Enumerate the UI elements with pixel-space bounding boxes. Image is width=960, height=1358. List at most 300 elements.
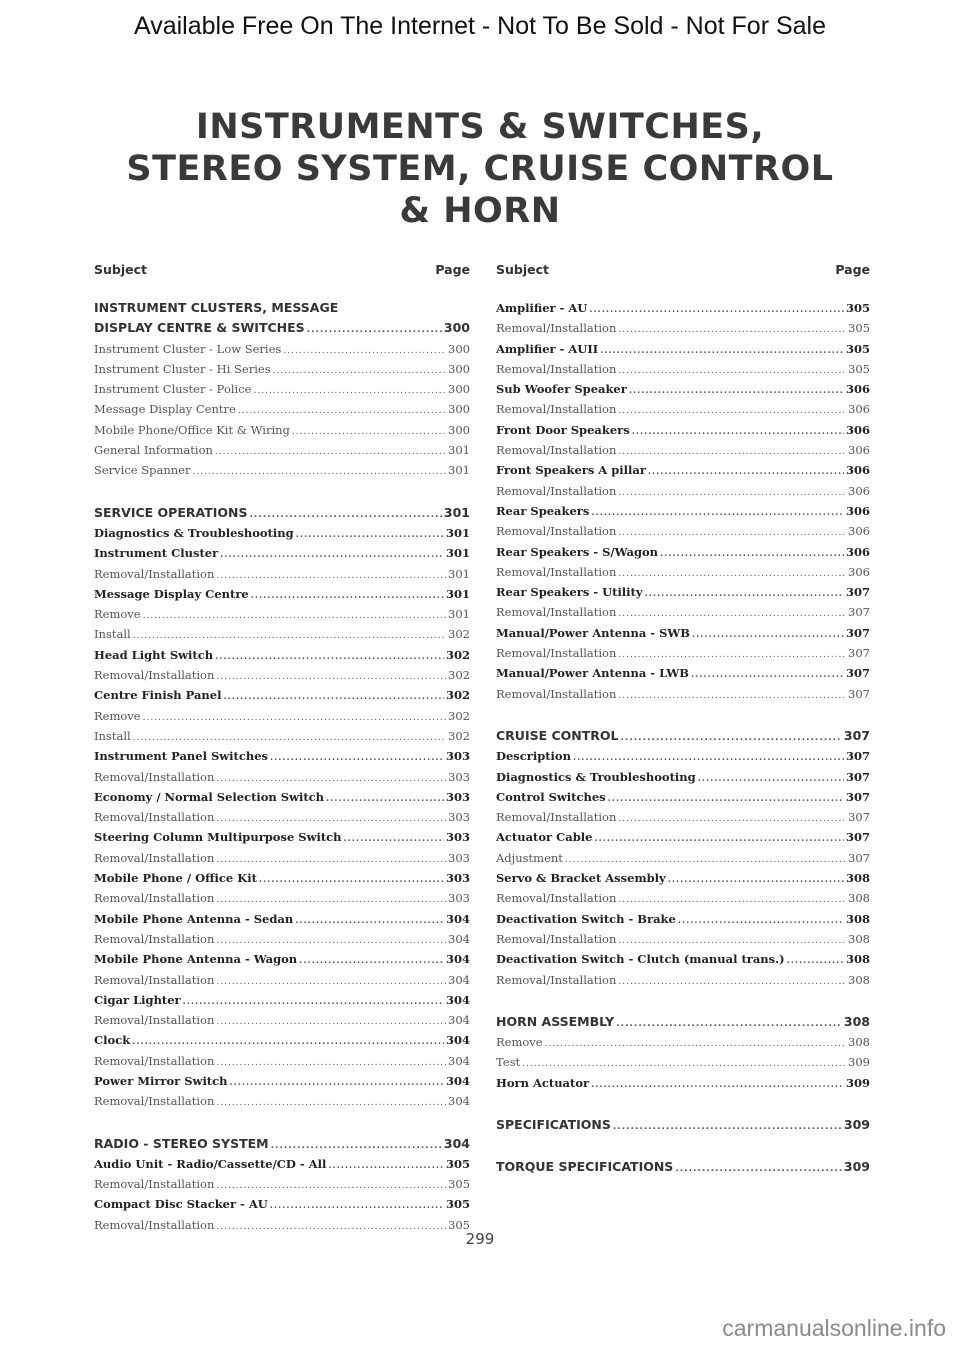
toc-entry [496, 1073, 870, 1093]
leader-dots [216, 1053, 446, 1073]
toc-entry [496, 787, 870, 807]
leader-dots [787, 951, 844, 971]
subject-header: Subject [94, 262, 147, 277]
toc-entry [94, 1091, 470, 1111]
toc-entry-label: Removal/Installation [94, 891, 215, 906]
section-items [94, 523, 470, 1112]
toc-entry [94, 767, 470, 787]
section-heading [496, 1115, 870, 1135]
toc-entry-page: 304 [445, 1073, 470, 1088]
toc-entry [94, 523, 470, 543]
toc-entry-page: 309 [845, 1075, 870, 1090]
toc-entry-label: Test [496, 1055, 521, 1070]
toc-entry-page: 301 [448, 463, 470, 478]
leader-dots [565, 850, 846, 870]
column-header [496, 262, 870, 284]
toc-entry-page: 306 [845, 503, 870, 518]
leader-dots [600, 341, 844, 361]
leader-dots [215, 647, 444, 667]
leader-dots [573, 748, 844, 768]
toc-entry [94, 807, 470, 827]
toc-entry-label: Manual/Power Antenna - SWB [496, 625, 691, 640]
section-title: DISPLAY CENTRE & SWITCHES [94, 320, 305, 336]
leader-dots [618, 972, 846, 992]
toc-entry [94, 440, 470, 460]
toc-entry-label: Removal/Installation [496, 931, 617, 946]
toc-entry [496, 318, 870, 338]
leader-dots [216, 1012, 446, 1032]
toc-entry-label: Removal/Installation [94, 769, 215, 784]
leader-dots [618, 931, 846, 951]
toc-entry [94, 460, 470, 480]
toc-entry-label: Adjustment [496, 850, 563, 865]
toc-entry-label: Compact Disc Stacker - AU [94, 1197, 268, 1212]
toc-entry [94, 909, 470, 929]
title-line: INSTRUMENTS & SWITCHES, [195, 107, 765, 147]
leader-dots [660, 544, 844, 564]
toc-entry-page: 307 [848, 646, 870, 661]
leader-dots [216, 1093, 446, 1113]
toc-entry-label: Removal/Installation [496, 402, 617, 417]
toc-entry-page: 305 [848, 321, 870, 336]
toc-entry-page: 303 [448, 810, 470, 825]
toc-entry [94, 787, 470, 807]
leader-dots [328, 1156, 444, 1176]
leader-dots [618, 401, 846, 421]
toc-entry [94, 564, 470, 584]
toc-entry-page: 301 [445, 546, 470, 561]
toc-entry-label: Removal/Installation [496, 891, 617, 906]
toc-entry-page: 300 [448, 382, 470, 397]
toc-entry-page: 302 [448, 708, 470, 723]
toc-entry-label: Manual/Power Antenna - LWB [496, 666, 690, 681]
toc-entry-page: 304 [445, 911, 470, 926]
section-title-line: INSTRUMENT CLUSTERS, MESSAGE [94, 300, 339, 315]
leader-dots [618, 890, 846, 910]
toc-entry [94, 1010, 470, 1030]
toc-entry-label: Amplifier - AU [496, 301, 588, 315]
toc-entry-label: Removal/Installation [94, 1177, 215, 1192]
toc-entry-label: Front Door Speakers [496, 422, 630, 437]
section-heading [496, 1012, 870, 1032]
toc-entry-label: Remove [94, 708, 141, 723]
toc-entry-label: Removal/Installation [496, 564, 617, 579]
toc-entry [496, 684, 870, 704]
leader-dots [621, 728, 842, 748]
toc-entry-page: 306 [845, 382, 870, 397]
toc-entry [94, 379, 470, 399]
toc-entry-label: Diagnostics & Troubleshooting [94, 525, 294, 540]
toc-entry-label: Removal/Installation [94, 850, 215, 865]
toc-entry-page: 302 [445, 647, 470, 662]
toc-entry [496, 623, 870, 643]
section-items [496, 298, 870, 704]
leader-dots [283, 341, 446, 361]
toc-entry-label: Removal/Installation [94, 972, 215, 987]
toc-entry [496, 582, 870, 602]
toc-entry-page: 304 [448, 1094, 470, 1109]
section-title: SPECIFICATIONS [496, 1116, 611, 1132]
toc-entry-page: 301 [448, 566, 470, 581]
toc-entry [94, 543, 470, 563]
toc-entry-label: Removal/Installation [496, 972, 617, 987]
toc-entry-page: 304 [445, 992, 470, 1007]
toc-entry-page: 308 [848, 891, 870, 906]
toc-entry-page: 300 [448, 402, 470, 417]
toc-entry-page: 305 [445, 1156, 470, 1171]
toc-entry-label: Steering Column Multipurpose Switch [94, 830, 342, 845]
leader-dots [183, 992, 444, 1012]
section-page: 308 [843, 1013, 870, 1029]
toc-entry-label: Removal/Installation [94, 1094, 215, 1109]
toc-entry [496, 602, 870, 622]
toc-entry-label: Removal/Installation [496, 646, 617, 661]
toc-entry [496, 562, 870, 582]
leader-dots [270, 748, 444, 768]
leader-dots [648, 462, 844, 482]
toc-entry [94, 848, 470, 868]
toc-entry-page: 308 [848, 931, 870, 946]
leader-dots [618, 442, 846, 462]
toc-entry [94, 584, 470, 604]
toc-entry-page: 303 [448, 850, 470, 865]
leader-dots [613, 1117, 842, 1137]
toc-entry-label: Diagnostics & Troubleshooting [496, 769, 696, 784]
toc-entry-label: Removal/Installation [496, 686, 617, 701]
toc-entry [94, 1030, 470, 1050]
section-title: HORN ASSEMBLY [496, 1013, 615, 1029]
toc-entry [94, 665, 470, 685]
leader-dots [295, 911, 444, 931]
toc-entry [496, 481, 870, 501]
toc-entry-label: Economy / Normal Selection Switch [94, 789, 325, 804]
section-items [94, 339, 470, 481]
leader-dots [230, 1073, 444, 1093]
toc-entry [94, 1051, 470, 1071]
toc-entry [94, 746, 470, 766]
toc-entry-label: Control Switches [496, 789, 606, 804]
page-header: Page [435, 262, 470, 277]
leader-dots [292, 422, 446, 442]
toc-entry [496, 643, 870, 663]
leader-dots [678, 911, 844, 931]
toc-entry-page: 306 [848, 402, 870, 417]
toc-entry [94, 929, 470, 949]
toc-entry [94, 624, 470, 644]
leader-dots [259, 870, 444, 890]
section-page: 309 [843, 1116, 870, 1132]
section-title: RADIO - STEREO SYSTEM [94, 1135, 269, 1151]
toc-entry-page: 306 [848, 483, 870, 498]
toc-entry-page: 308 [848, 972, 870, 987]
toc-entry-label: Front Speakers A pillar [496, 463, 646, 478]
toc-entry [496, 359, 870, 379]
section-heading [94, 318, 470, 338]
toc-entry [496, 807, 870, 827]
toc-entry-page: 308 [845, 911, 870, 926]
leader-dots [132, 1032, 444, 1052]
leader-dots [618, 523, 846, 543]
toc-entry-page: 306 [848, 564, 870, 579]
toc-entry-label: Power Mirror Switch [94, 1073, 228, 1088]
toc-entry-label: Remove [496, 1035, 543, 1050]
toc-entry [94, 685, 470, 705]
leader-dots [220, 545, 444, 565]
toc-entry [94, 949, 470, 969]
toc-entry-page: 307 [845, 749, 870, 764]
leader-dots [618, 483, 846, 503]
page-header: Page [835, 262, 870, 277]
leader-dots [618, 686, 846, 706]
toc-entry [94, 339, 470, 359]
toc-entry-label: Removal/Installation [496, 361, 617, 376]
section-heading [94, 1134, 470, 1154]
toc-entry-label: Deactivation Switch - Clutch (manual trans.) [496, 952, 785, 967]
section-page: 300 [443, 320, 470, 336]
toc-entry [94, 706, 470, 726]
toc-entry-label: Rear Speakers [496, 503, 590, 518]
section-heading [496, 1157, 870, 1177]
toc-entry-page: 302 [448, 668, 470, 683]
section-title: TORQUE SPECIFICATIONS [496, 1159, 674, 1175]
leader-dots [344, 829, 444, 849]
toc-entry [496, 949, 870, 969]
leader-dots [299, 951, 444, 971]
leader-dots [589, 300, 844, 320]
toc-entry-page: 305 [448, 1217, 470, 1232]
toc-entry [496, 460, 870, 480]
toc-entry-page: 301 [448, 443, 470, 458]
toc-entry-page: 306 [848, 524, 870, 539]
toc-entry-page: 307 [848, 686, 870, 701]
toc-column-right [496, 262, 870, 1178]
toc-column-left [94, 262, 470, 1235]
toc-entry [496, 929, 870, 949]
toc-entry-label: Description [496, 749, 571, 764]
toc-entry-page: 300 [448, 341, 470, 356]
leader-dots [216, 1176, 446, 1196]
toc-entry-label: Message Display Centre [94, 402, 236, 417]
leader-dots [215, 442, 446, 462]
leader-dots [249, 505, 441, 525]
toc-entry-label: Removal/Installation [496, 524, 617, 539]
leader-dots [522, 1054, 846, 1074]
toc-entry-label: Removal/Installation [496, 443, 617, 458]
toc-entry-page: 300 [448, 361, 470, 376]
toc-entry [94, 888, 470, 908]
toc-entry-page: 308 [845, 952, 870, 967]
toc-entry-label: Instrument Panel Switches [94, 749, 268, 764]
toc-entry-page: 307 [848, 810, 870, 825]
leader-dots [675, 1159, 842, 1179]
toc-entry-label: Install [94, 728, 131, 743]
toc-entry-page: 303 [448, 891, 470, 906]
leader-dots [192, 462, 446, 482]
section-page: 309 [843, 1159, 870, 1175]
section-items [94, 1154, 470, 1235]
leader-dots [618, 809, 846, 829]
toc-entry-label: Mobile Phone Antenna - Wagon [94, 952, 298, 967]
toc-entry [94, 399, 470, 419]
toc-entry-label: Instrument Cluster [94, 546, 219, 561]
toc-entry-page: 301 [445, 586, 470, 601]
toc-entry-label: Instrument Cluster - Police [94, 382, 252, 397]
toc-entry [94, 1154, 470, 1174]
toc-entry-label: Mobile Phone/Office Kit & Wiring [94, 422, 290, 437]
toc-entry-label: General Information [94, 443, 213, 458]
toc-entry [496, 767, 870, 787]
leader-dots [608, 789, 844, 809]
toc-entry [496, 440, 870, 460]
toc-entry-label: Mobile Phone Antenna - Sedan [94, 911, 294, 926]
leader-dots [591, 503, 844, 523]
toc-entry-page: 303 [448, 769, 470, 784]
section-heading [496, 726, 870, 746]
leader-dots [618, 320, 846, 340]
leader-dots [238, 401, 446, 421]
leader-dots [273, 361, 446, 381]
toc-entry-label: Removal/Installation [94, 1053, 215, 1068]
leader-dots [143, 606, 446, 626]
toc-entry-page: 306 [845, 463, 870, 478]
toc-entry-page: 302 [445, 688, 470, 703]
leader-dots [632, 422, 844, 442]
toc-entry-label: Removal/Installation [94, 566, 215, 581]
toc-entry-page: 305 [845, 301, 870, 315]
toc-entry-label: Removal/Installation [94, 931, 215, 946]
toc-entry-page: 301 [448, 607, 470, 622]
leader-dots [216, 972, 446, 992]
toc-entry-label: Instrument Cluster - Hi Series [94, 361, 271, 376]
toc-entry-page: 307 [845, 625, 870, 640]
toc-entry [94, 970, 470, 990]
toc-entry-page: 302 [448, 728, 470, 743]
toc-entry [496, 827, 870, 847]
leader-dots [216, 809, 446, 829]
title-line: & HORN [399, 191, 561, 231]
leader-dots [616, 1014, 842, 1034]
toc-entry-label: Rear Speakers - Utility [496, 585, 643, 600]
toc-entry-label: Removal/Installation [496, 810, 617, 825]
toc-entry-label: Service Spanner [94, 463, 191, 478]
section-page: 301 [443, 504, 470, 520]
toc-entry [496, 542, 870, 562]
toc-entry-label: Instrument Cluster - Low Series [94, 341, 282, 356]
toc-entry-page: 307 [845, 830, 870, 845]
leader-dots [698, 769, 844, 789]
toc-entry [496, 339, 870, 359]
toc-entry-page: 302 [448, 627, 470, 642]
toc-entry [496, 298, 870, 318]
leader-dots [645, 584, 844, 604]
toc-entry-page: 308 [848, 1035, 870, 1050]
leader-dots [618, 604, 846, 624]
toc-entry-label: Deactivation Switch - Brake [496, 911, 676, 926]
toc-entry-page: 309 [848, 1055, 870, 1070]
toc-entry-page: 305 [445, 1197, 470, 1212]
toc-entry-label: Horn Actuator [496, 1075, 590, 1090]
toc-entry [496, 1032, 870, 1052]
leader-dots [253, 381, 446, 401]
toc-entry-page: 307 [845, 585, 870, 600]
toc-entry-label: Install [94, 627, 131, 642]
section-items [496, 1032, 870, 1093]
toc-entry [94, 420, 470, 440]
toc-entry-page: 305 [848, 361, 870, 376]
toc-entry [94, 726, 470, 746]
toc-entry-label: Head Light Switch [94, 647, 214, 662]
toc-entry-page: 304 [448, 1053, 470, 1068]
toc-entry-page: 304 [445, 952, 470, 967]
toc-entry [94, 990, 470, 1010]
toc-entry-label: Removal/Installation [496, 483, 617, 498]
column-header [94, 262, 470, 284]
section-title: CRUISE CONTROL [496, 727, 619, 743]
toc-entry [496, 970, 870, 990]
toc-entry [496, 868, 870, 888]
leader-dots [296, 525, 444, 545]
site-watermark: carmanualsonline.info [722, 1315, 946, 1341]
subject-header: Subject [496, 262, 549, 277]
leader-dots [692, 625, 844, 645]
leader-dots [216, 931, 446, 951]
toc-entry-page: 307 [845, 789, 870, 804]
toc-entry [94, 1071, 470, 1091]
leader-dots [545, 1034, 846, 1054]
toc-entry-page: 303 [445, 789, 470, 804]
toc-entry [496, 1052, 870, 1072]
leader-dots [591, 1075, 844, 1095]
title-line: STEREO SYSTEM, CRUISE CONTROL [126, 149, 834, 189]
toc-entry [94, 827, 470, 847]
toc-entry [94, 359, 470, 379]
section-page: 304 [443, 1135, 470, 1151]
leader-dots [618, 361, 846, 381]
toc-entry-page: 305 [448, 1177, 470, 1192]
toc-entry-label: Removal/Installation [94, 668, 215, 683]
toc-entry-page: 300 [448, 422, 470, 437]
leader-dots [223, 687, 444, 707]
toc-entry [94, 868, 470, 888]
toc-entry-page: 304 [445, 1033, 470, 1048]
page-number: 299 [465, 1230, 495, 1248]
toc-entry [94, 1174, 470, 1194]
toc-entry-label: Centre Finish Panel [94, 688, 222, 703]
toc-entry-page: 306 [845, 422, 870, 437]
toc-entry [496, 521, 870, 541]
leader-dots [307, 320, 442, 340]
toc-entry-label: Removal/Installation [94, 1013, 215, 1028]
toc-entry-page: 308 [845, 871, 870, 886]
toc-entry-page: 306 [848, 443, 870, 458]
toc-entry-page: 306 [845, 544, 870, 559]
leader-dots [133, 728, 446, 748]
leader-dots [618, 645, 846, 665]
toc-entry-label: Removal/Installation [496, 321, 617, 336]
toc-entry-label: Sub Woofer Speaker [496, 382, 627, 397]
toc-entry-page: 307 [845, 769, 870, 784]
toc-entry-page: 307 [848, 605, 870, 620]
leader-dots [216, 667, 446, 687]
watermark-banner: Available Free On The Internet - Not To Be Sold - Not For Sale [133, 12, 827, 40]
toc-entry-label: Amplifier - AUII [496, 341, 599, 356]
leader-dots [216, 890, 446, 910]
toc-entry-label: Removal/Installation [496, 605, 617, 620]
toc-entry-label: Audio Unit - Radio/Cassette/CD - All [94, 1156, 327, 1171]
section-items [496, 746, 870, 990]
toc-entry [496, 746, 870, 766]
toc-entry-label: Mobile Phone / Office Kit [94, 871, 257, 886]
